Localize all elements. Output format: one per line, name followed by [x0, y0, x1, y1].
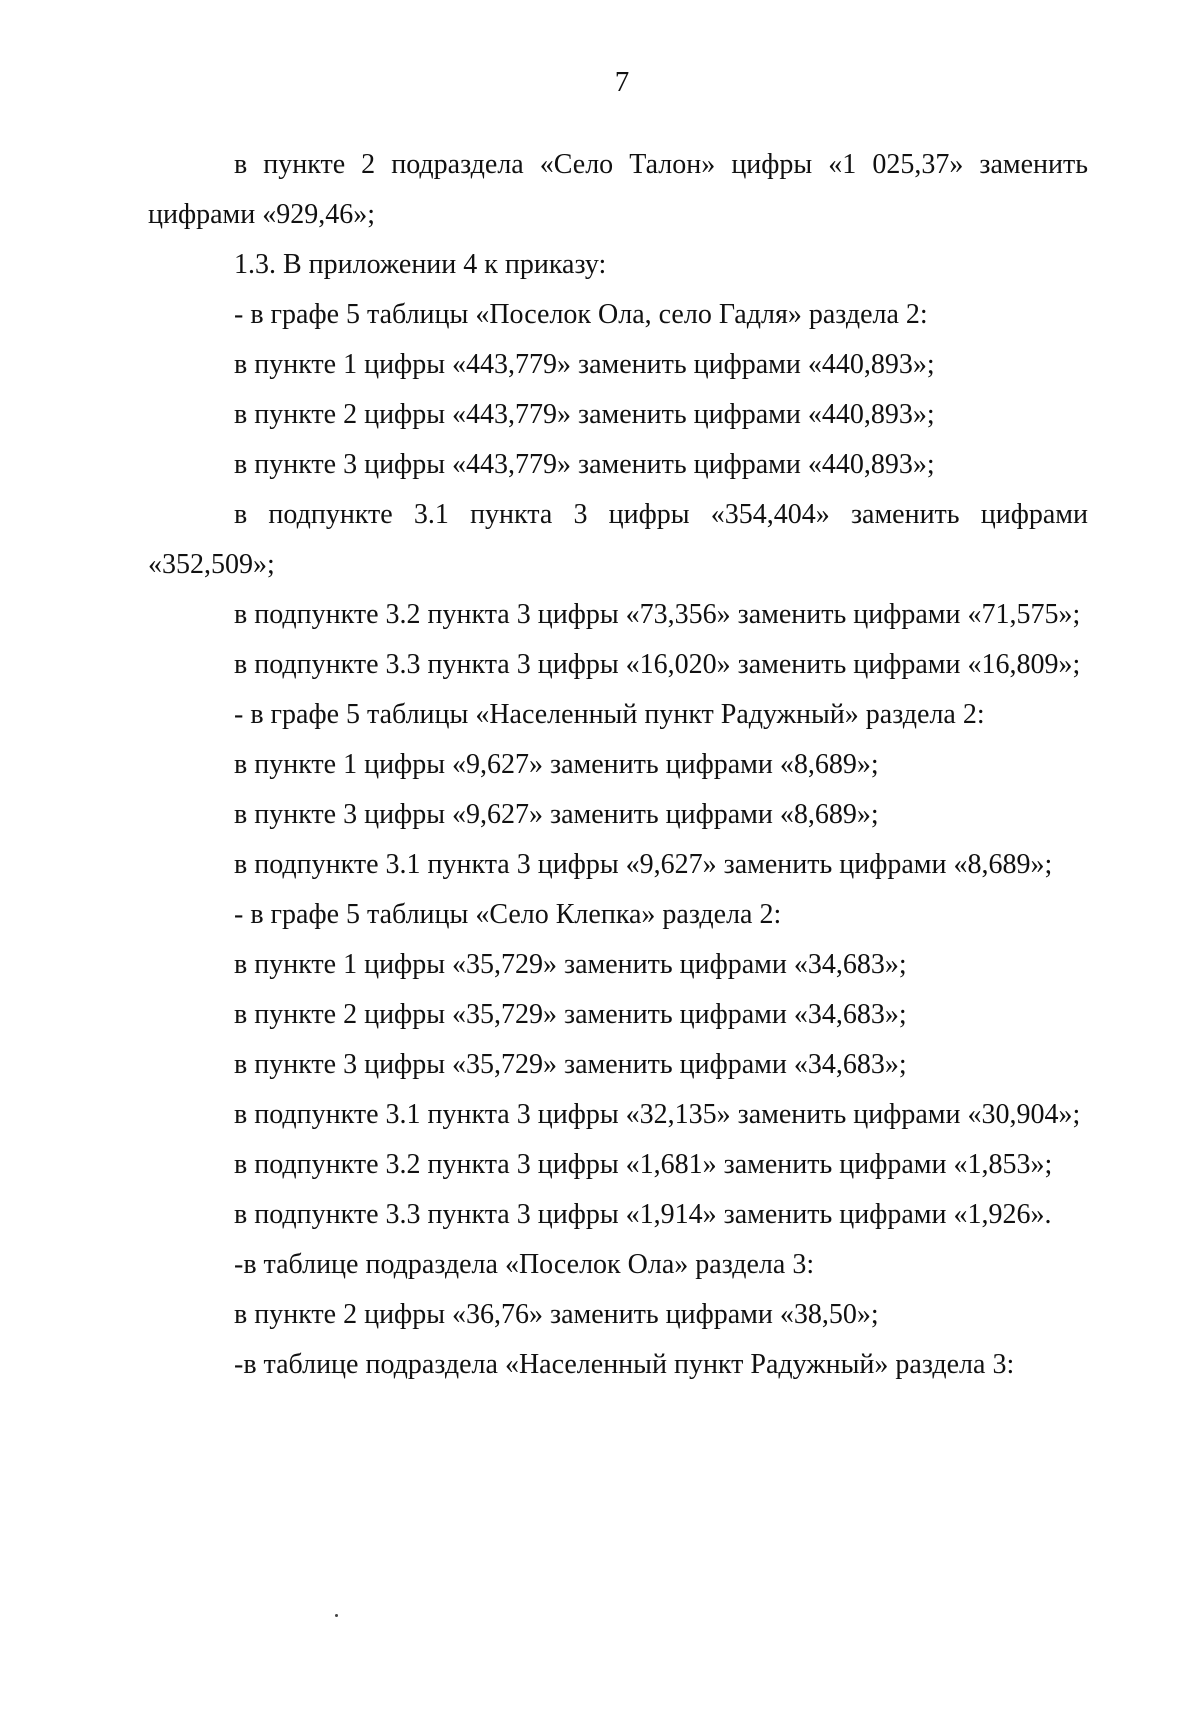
paragraph: в пункте 2 цифры «36,76» заменить цифрами «38,50»; — [234, 1299, 879, 1330]
paragraph: - в графе 5 таблицы «Населенный пункт Радужный» раздела 2: — [234, 699, 985, 730]
paragraph: в пункте 1 цифры «443,779» заменить цифрами «440,893»; — [234, 349, 935, 380]
paragraph: -в таблице подраздела «Поселок Ола» раздела 3: — [234, 1249, 815, 1280]
paragraph: в пункте 2 цифры «443,779» заменить цифрами «440,893»; — [234, 399, 935, 430]
paragraph: 1.3. В приложении 4 к приказу: — [234, 249, 607, 280]
paragraph: в подпункте 3.3 пункта 3 цифры «1,914» заменить цифрами «1,926». — [234, 1199, 1052, 1230]
paragraph: в подпункте 3.2 пункта 3 цифры «1,681» заменить цифрами «1,853»; — [234, 1149, 1053, 1180]
paragraph: в пункте 3 цифры «443,779» заменить цифрами «440,893»; — [234, 449, 935, 480]
paragraph: в пункте 1 цифры «9,627» заменить цифрами «8,689»; — [234, 749, 879, 780]
paragraph: - в графе 5 таблицы «Село Клепка» раздела 2: — [234, 899, 782, 930]
scan-speck — [335, 1614, 338, 1617]
paragraph: в пункте 3 цифры «35,729» заменить цифрами «34,683»; — [234, 1049, 907, 1080]
paragraph: в подпункте 3.1 пункта 3 цифры «9,627» заменить цифрами «8,689»; — [234, 849, 1053, 880]
paragraph: в подпункте 3.3 пункта 3 цифры «16,020» заменить цифрами «16,809»; — [234, 649, 1081, 680]
paragraph: в пункте 2 цифры «35,729» заменить цифрами «34,683»; — [234, 999, 907, 1030]
page-number: 7 — [614, 66, 630, 98]
paragraph: в пункте 2 подраздела «Село Талон» цифры «1 025,37» заменить цифрами «929,46»; — [148, 149, 1088, 230]
paragraph: в подпункте 3.1 пункта 3 цифры «32,135» заменить цифрами «30,904»; — [234, 1099, 1081, 1130]
paragraph: в подпункте 3.1 пункта 3 цифры «354,404» заменить цифрами «352,509»; — [148, 499, 1088, 580]
document-body — [148, 140, 1088, 1390]
paragraph: в пункте 1 цифры «35,729» заменить цифрами «34,683»; — [234, 949, 907, 980]
paragraph: в пункте 3 цифры «9,627» заменить цифрами «8,689»; — [234, 799, 879, 830]
paragraph: - в графе 5 таблицы «Поселок Ола, село Гадля» раздела 2: — [234, 299, 928, 330]
paragraph: -в таблице подраздела «Населенный пункт Радужный» раздела 3: — [234, 1349, 1015, 1380]
paragraph: в подпункте 3.2 пункта 3 цифры «73,356» заменить цифрами «71,575»; — [234, 599, 1081, 630]
